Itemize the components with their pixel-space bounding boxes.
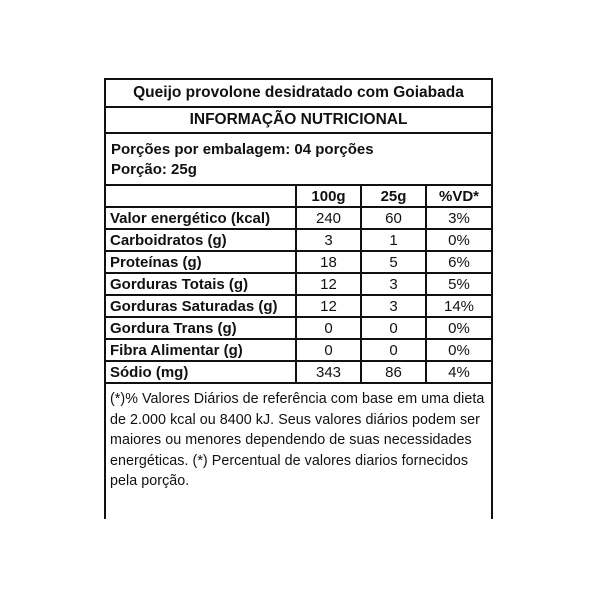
nutrient-name: Fibra Alimentar (g) bbox=[106, 339, 296, 361]
value-vd: 0% bbox=[426, 229, 491, 251]
value-vd: 14% bbox=[426, 295, 491, 317]
value-vd: 0% bbox=[426, 317, 491, 339]
value-100g: 0 bbox=[296, 317, 361, 339]
nutrition-table bbox=[106, 184, 491, 384]
value-25g: 3 bbox=[361, 295, 426, 317]
table-row bbox=[106, 317, 491, 339]
header-100g: 100g bbox=[296, 185, 361, 207]
product-title: Queijo provolone desidratado com Goiabada bbox=[106, 80, 491, 108]
table-header-row bbox=[106, 185, 491, 207]
nutrient-name: Gordura Trans (g) bbox=[106, 317, 296, 339]
nutrient-name: Valor energético (kcal) bbox=[106, 207, 296, 229]
value-100g: 18 bbox=[296, 251, 361, 273]
table-row bbox=[106, 207, 491, 229]
nutrient-name: Sódio (mg) bbox=[106, 361, 296, 383]
nutrition-info-heading: INFORMAÇÃO NUTRICIONAL bbox=[106, 108, 491, 134]
servings-per-package: Porções por embalagem: 04 porções bbox=[111, 141, 374, 158]
table-row bbox=[106, 273, 491, 295]
nutrition-label bbox=[104, 78, 493, 519]
portion-info bbox=[106, 134, 491, 184]
value-100g: 3 bbox=[296, 229, 361, 251]
value-100g: 343 bbox=[296, 361, 361, 383]
value-vd: 0% bbox=[426, 339, 491, 361]
nutrient-name: Proteínas (g) bbox=[106, 251, 296, 273]
value-25g: 1 bbox=[361, 229, 426, 251]
footnote: (*)% Valores Diários de referência com base em uma dieta de 2.000 kcal ou 8400 kJ. Seus valores diários podem ser maiores ou menores dependendo de suas necessidades energéticas. (*) Percentual de valores diarios fornecidos pela porção. bbox=[110, 391, 485, 489]
value-vd: 4% bbox=[426, 361, 491, 383]
header-vd: %VD* bbox=[426, 185, 491, 207]
table-row bbox=[106, 339, 491, 361]
table-row bbox=[106, 251, 491, 273]
value-100g: 240 bbox=[296, 207, 361, 229]
value-25g: 86 bbox=[361, 361, 426, 383]
value-25g: 60 bbox=[361, 207, 426, 229]
nutrient-name: Gorduras Saturadas (g) bbox=[106, 295, 296, 317]
value-100g: 0 bbox=[296, 339, 361, 361]
value-100g: 12 bbox=[296, 295, 361, 317]
value-25g: 0 bbox=[361, 339, 426, 361]
value-100g: 12 bbox=[296, 273, 361, 295]
table-row bbox=[106, 295, 491, 317]
value-vd: 5% bbox=[426, 273, 491, 295]
nutrient-name: Gorduras Totais (g) bbox=[106, 273, 296, 295]
header-25g: 25g bbox=[361, 185, 426, 207]
serving-size: Porção: 25g bbox=[111, 161, 197, 178]
table-row bbox=[106, 361, 491, 383]
value-25g: 0 bbox=[361, 317, 426, 339]
value-vd: 3% bbox=[426, 207, 491, 229]
header-nutrient bbox=[106, 185, 296, 207]
value-25g: 3 bbox=[361, 273, 426, 295]
value-vd: 6% bbox=[426, 251, 491, 273]
table-row bbox=[106, 229, 491, 251]
nutrient-name: Carboidratos (g) bbox=[106, 229, 296, 251]
value-25g: 5 bbox=[361, 251, 426, 273]
